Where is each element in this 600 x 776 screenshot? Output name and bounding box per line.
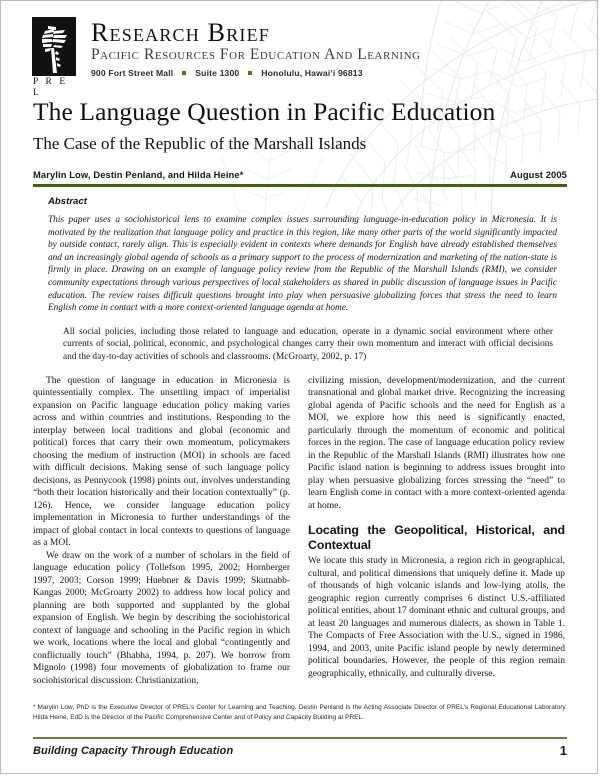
address-line: [91, 67, 567, 79]
footnote-text: Marylin Low, PhD is the Executive Director of PREL’s Center for Learning and Teaching. Destin Penland is the Acting Associate Director of PREL’s Regional Educational Laboratory. Hilda Heine, EdD is the Director of the Pacific Comprehensive Center and of Policy and Capacity Building at PREL.: [33, 704, 567, 721]
left-column: [33, 375, 290, 688]
address-separator-icon: [182, 71, 186, 75]
authors-line: Marylin Low, Destin Penland, and Hilda Heine*: [33, 169, 244, 180]
palm-tree-logo-icon: [32, 17, 76, 76]
brand-organization-name: Pacific Resources For Education And Learning: [91, 46, 421, 63]
abstract-body: This paper uses a sociohistorical lens to examine complex issues surrounding language-in-education policy in Micronesia. It is motivated by the realization that language policy and practice in this region, like many other parts of the world significantly impacted by outside contact, rarely align. This is especially evident in contexts where demands for English have already established themselves and an increasingly global agenda of schools as a primary support to the process of modernization and marketing of the nation-state is firmly in place. Drawing on an example of language policy review from the Republic of the Marshall Islands (RMI), we consider community expectations through various perspectives of local stakeholders as shared in public discussion of language issues in Pacific education. The review raises difficult questions brought into play when persuasive globalizing forces that stress the need to learn English come in contact with a more context-oriented language agenda at home.: [48, 215, 557, 314]
page-footer: [33, 743, 567, 758]
abstract-section: [1, 187, 597, 315]
body-paragraph: civilizing mission, development/modernization, and the current transnational and global market drive. Recognizing the increasing global agenda of Pacific schools and the need for English as a MOI, we explore how this need is significantly enacted, particularly through the momentum of economic and political forces in the region. The case of language education policy review in the Republic of the Marshall Islands (RMI) illustrates how one Pacific island nation is beginning to address issues brought into play when persuasive globalizing forces stressing the “need” to learn English come in contact with a more context-oriented agenda at home.: [308, 375, 565, 511]
address-suite: Suite 1300: [195, 68, 240, 78]
section-heading: Locating the Geopolitical, Historical, and Contextual: [308, 523, 565, 552]
body-paragraph: We locate this study in Micronesia, a region rich in geographical, cultural, and political dimensions that uniquely define it. Made up of thousands of high volcanic islands and low-lying atolls, the geographic region currently comprises 6 distinct U.S.-affiliated political entities, about 17 dominant ethnic and cultural groups, and at least 20 languages and numerous dialects, as shown in Table 1. The Compacts of Free Association with the U.S., signed in 1986, 1994, and 2003, unite Pacific island people by newly determined political boundaries. However, the people of this region remain geographically, ethnically, and culturally diverse.: [308, 556, 565, 679]
masthead: [1, 1, 597, 98]
footer-tagline: Building Capacity Through Education: [33, 744, 234, 757]
abstract-heading: Abstract: [48, 196, 87, 207]
footer-divider: [33, 737, 567, 739]
body-columns: [1, 363, 597, 688]
pull-quote: All social policies, including those related to language and education, operate in a dynamic social environment where other currents of social, political, economic, and psychological changes carry their own momentum and interact with official decisions and the day-to-day activities of schools and classrooms. (McGroarty, 2002, p. 17): [63, 326, 553, 362]
body-paragraph: We draw on the work of a number of scholars in the field of language education policy (Tollefson 1995, 2002; Hornberger 1997, 2003; Corson 1999; Huebner & Davis 1999; Skutnabb-Kangas 2000; McGroarty 2002) to address how local policy and planning are both supported and supplanted by the global expansion of English. We begin by describing the sociohistorical context of language and schooling in the Pacific region in which we work, locations where the local and global “contingently and conflictually touch” (Bhabha, 1994, p. 207). We borrow from Mignolo (1998) four movements of globalization to frame our sociohistorical discussion: Christianization,: [33, 550, 290, 686]
address-separator-icon: [248, 71, 252, 75]
byline-row: [33, 169, 567, 180]
footnote: [33, 703, 567, 722]
page-title: The Language Question in Pacific Education: [33, 97, 496, 126]
prel-logo: [32, 17, 79, 99]
page-number: 1: [559, 743, 567, 758]
publication-date: August 2005: [510, 169, 567, 180]
body-paragraph: The question of language in education in Micronesia is quintessentially complex. The unsettling impact of imperialist expansion on Pacific language education policy making varies across and within countries and institutions. Responding to the interplay between local traditions and global (economic and political) forces that carry their own momentum, policymakers choosing the medium of instruction (MOI) in schools are faced with difficult decisions. Making sense of such language policy decisions, as Pennycook (1998) points out, involves understanding “both their location historically and their location contextually” (p. 126). Hence, we consider language education policy implementation in Micronesia to further understandings of the impact of global contact in local contexts to questions of language as a MOI.: [33, 375, 290, 549]
prel-wordmark: P R E L: [33, 77, 68, 98]
title-block: [1, 77, 597, 180]
right-column: [308, 375, 565, 688]
footnote-marker: *: [33, 704, 36, 711]
page-subtitle: The Case of the Republic of the Marshall Islands: [33, 134, 367, 153]
address-city: Honolulu, Hawaiʻi 96813: [261, 68, 363, 78]
brand-research-brief: Research Brief: [91, 18, 271, 47]
address-street: 900 Fort Street Mall: [91, 68, 174, 78]
